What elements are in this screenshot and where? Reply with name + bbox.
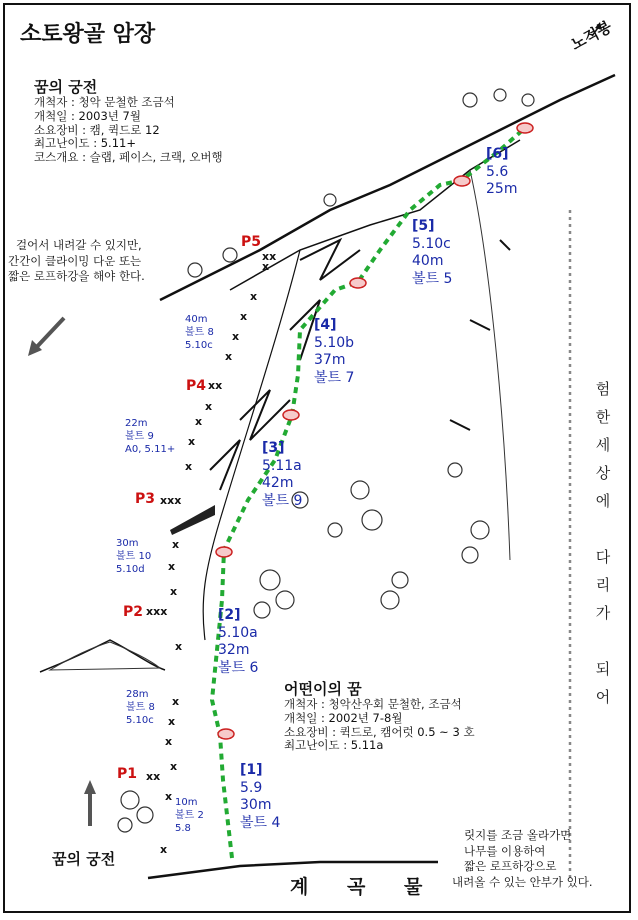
belay-p1: P1 [117, 766, 138, 782]
route2-line: 소요장비 : 퀵드로, 캠어럿 0.5 ~ 3 호 [284, 724, 475, 739]
svg-text:x: x [160, 843, 168, 856]
belay-marker: xxx [146, 605, 168, 618]
svg-text:x: x [185, 460, 193, 473]
svg-text:x: x [165, 735, 173, 748]
pitch-line: 37m [314, 352, 346, 368]
left-pitch-line: 볼트 9 [125, 431, 154, 442]
route1-line: 개척일 : 2003년 7월 [34, 108, 141, 123]
svg-text:x: x [175, 640, 183, 653]
pitch-line: 5.10b [314, 334, 355, 351]
bottom-note [452, 828, 593, 890]
bottom-note-line: 내려올 수 있는 안부가 있다. [452, 874, 593, 889]
bottom-note-line: 나무를 이용하여 [464, 843, 546, 858]
pitch-6 [486, 146, 517, 199]
left-pitch-line: 5.10d [116, 564, 145, 575]
pitch-number: [1] [240, 762, 263, 778]
svg-text:x: x [232, 330, 240, 343]
bottom-note-line: 짧은 로프하강으로 [464, 859, 557, 874]
left-pitch [116, 537, 151, 576]
pitch-line: 32m [218, 642, 250, 658]
pitch-number: [5] [412, 218, 435, 234]
route2-name: 어떤이의 꿈 [284, 680, 362, 698]
left-pitch-line: 볼트 10 [116, 551, 152, 562]
left-pitch-line: 30m [116, 538, 139, 549]
descent-note-line: 걸어서 내려갈 수 있지만, [16, 238, 142, 252]
svg-text:x: x [172, 695, 180, 708]
left-pitch-line: 5.10c [185, 340, 213, 351]
left-pitch-line: 22m [125, 418, 148, 429]
left-pitch-line: A0, 5.11+ [125, 444, 176, 455]
svg-text:x: x [195, 415, 203, 428]
left-pitch [125, 417, 175, 456]
belay-marker: xx [262, 250, 277, 263]
vertical-char: 에 [595, 492, 611, 510]
svg-text:x: x [168, 560, 176, 573]
vertical-char [593, 515, 613, 543]
left-pitch [126, 688, 155, 727]
belay-p4: P4 [186, 378, 207, 394]
start-label: 꿈의 궁전 [52, 850, 116, 868]
svg-text:x: x [225, 350, 233, 363]
pitch-line: 30m [240, 797, 272, 813]
left-pitch-line: 볼트 2 [175, 810, 204, 821]
pitch-2 [218, 607, 258, 677]
svg-text:x: x [205, 400, 213, 413]
svg-text:x: x [165, 790, 173, 803]
route1-line: 최고난이도 : 5.11+ [34, 136, 136, 151]
svg-text:x: x [170, 585, 178, 598]
belay-marker: xx [208, 379, 223, 392]
route2-line: 개척자 : 청악산우회 문철한, 조금석 [284, 697, 462, 711]
pitch-line: 볼트 5 [412, 270, 453, 287]
pitch-line: 볼트 4 [240, 814, 281, 831]
svg-text:x: x [188, 435, 196, 448]
pitch-line: 25m [486, 181, 518, 197]
route2-line: 최고난이도 : 5.11a [284, 738, 384, 753]
pitch-line: 볼트 6 [218, 659, 259, 676]
vertical-char [593, 627, 613, 655]
pitch-4 [314, 317, 354, 387]
pitch-line: 5.11a [262, 457, 302, 474]
left-pitch [185, 313, 214, 352]
vertical-char: 세 [595, 436, 611, 454]
pitch-line: 5.9 [240, 779, 263, 796]
pitch-line: 5.10c [412, 235, 451, 252]
bottom-note-line: 릿지를 조금 올라가면 [464, 828, 572, 842]
pitch-5 [412, 218, 452, 288]
svg-text:x: x [170, 760, 178, 773]
route1-info [34, 78, 223, 165]
pitch-line: 볼트 7 [314, 369, 355, 386]
descent-note-line: 간간이 클라이밍 다운 또는 [8, 253, 142, 268]
vertical-char: 다 [595, 548, 611, 566]
belay-p2: P2 [123, 604, 144, 620]
vertical-char: 가 [595, 604, 611, 622]
vertical-char: 상 [595, 464, 611, 482]
vertical-text [593, 375, 613, 711]
belay-p3: P3 [135, 491, 156, 507]
svg-text:x: x [240, 310, 248, 323]
pitch-line: 5.6 [486, 163, 509, 180]
vertical-char: 리 [595, 576, 611, 594]
overhang-slab [170, 505, 215, 535]
left-pitch-line: 볼트 8 [126, 702, 155, 713]
vertical-char: 되 [595, 660, 611, 678]
pitch-line: 40m [412, 253, 444, 269]
svg-text:x: x [172, 538, 180, 551]
left-pitch-line: 5.10c [126, 715, 154, 726]
belay-marker: xx [146, 770, 161, 783]
rock-outline-right [470, 170, 510, 560]
left-pitch-line: 28m [126, 689, 149, 700]
valley-label: 계 곡 물 [290, 876, 439, 898]
anchors [216, 123, 533, 739]
descent-note-line: 짧은 로프하강을 해야 한다. [8, 269, 145, 284]
descent-note [8, 238, 145, 285]
left-hill-fill [50, 642, 160, 670]
pitch-3 [262, 440, 302, 510]
pitch-line: 5.10a [218, 624, 258, 641]
pitch-number: [3] [262, 440, 285, 456]
left-pitch-line: 10m [175, 797, 198, 808]
top-right-label: 노적봉 [568, 17, 615, 54]
svg-text:x: x [168, 715, 176, 728]
pitch-number: [2] [218, 607, 241, 623]
route2-info [284, 680, 475, 753]
left-pitch [175, 796, 204, 835]
pitch-number: [4] [314, 317, 337, 333]
page-title: 소토왕골 암장 [20, 22, 156, 47]
ridge-line [160, 75, 615, 300]
ridge-line-inner [230, 140, 520, 290]
svg-text:x: x [262, 260, 270, 273]
route2-line: 개척일 : 2002년 7-8월 [284, 710, 403, 725]
svg-text:x: x [250, 290, 258, 303]
left-pitch-line: 40m [185, 314, 208, 325]
pitch-line: 볼트 9 [262, 492, 303, 509]
belay-marker: xxx [160, 494, 182, 507]
pitch-number: [6] [486, 146, 509, 162]
vertical-char: 어 [595, 688, 611, 706]
left-pitch-line: 볼트 8 [185, 327, 214, 338]
belay-p5: P5 [241, 234, 262, 250]
route1-line: 개척자 : 청악 문철한 조금석 [34, 95, 175, 109]
pitch-1 [240, 762, 280, 832]
route1-name: 꿈의 궁전 [34, 78, 98, 96]
left-pitch-line: 5.8 [175, 823, 191, 834]
route1-line: 코스개요 : 슬랩, 페이스, 크랙, 오버행 [34, 150, 223, 165]
vertical-char: 한 [595, 408, 611, 426]
vertical-char: 험 [595, 380, 611, 398]
pitch-line: 42m [262, 475, 294, 491]
route1-line: 소요장비 : 캠, 퀵드로 12 [34, 122, 160, 137]
